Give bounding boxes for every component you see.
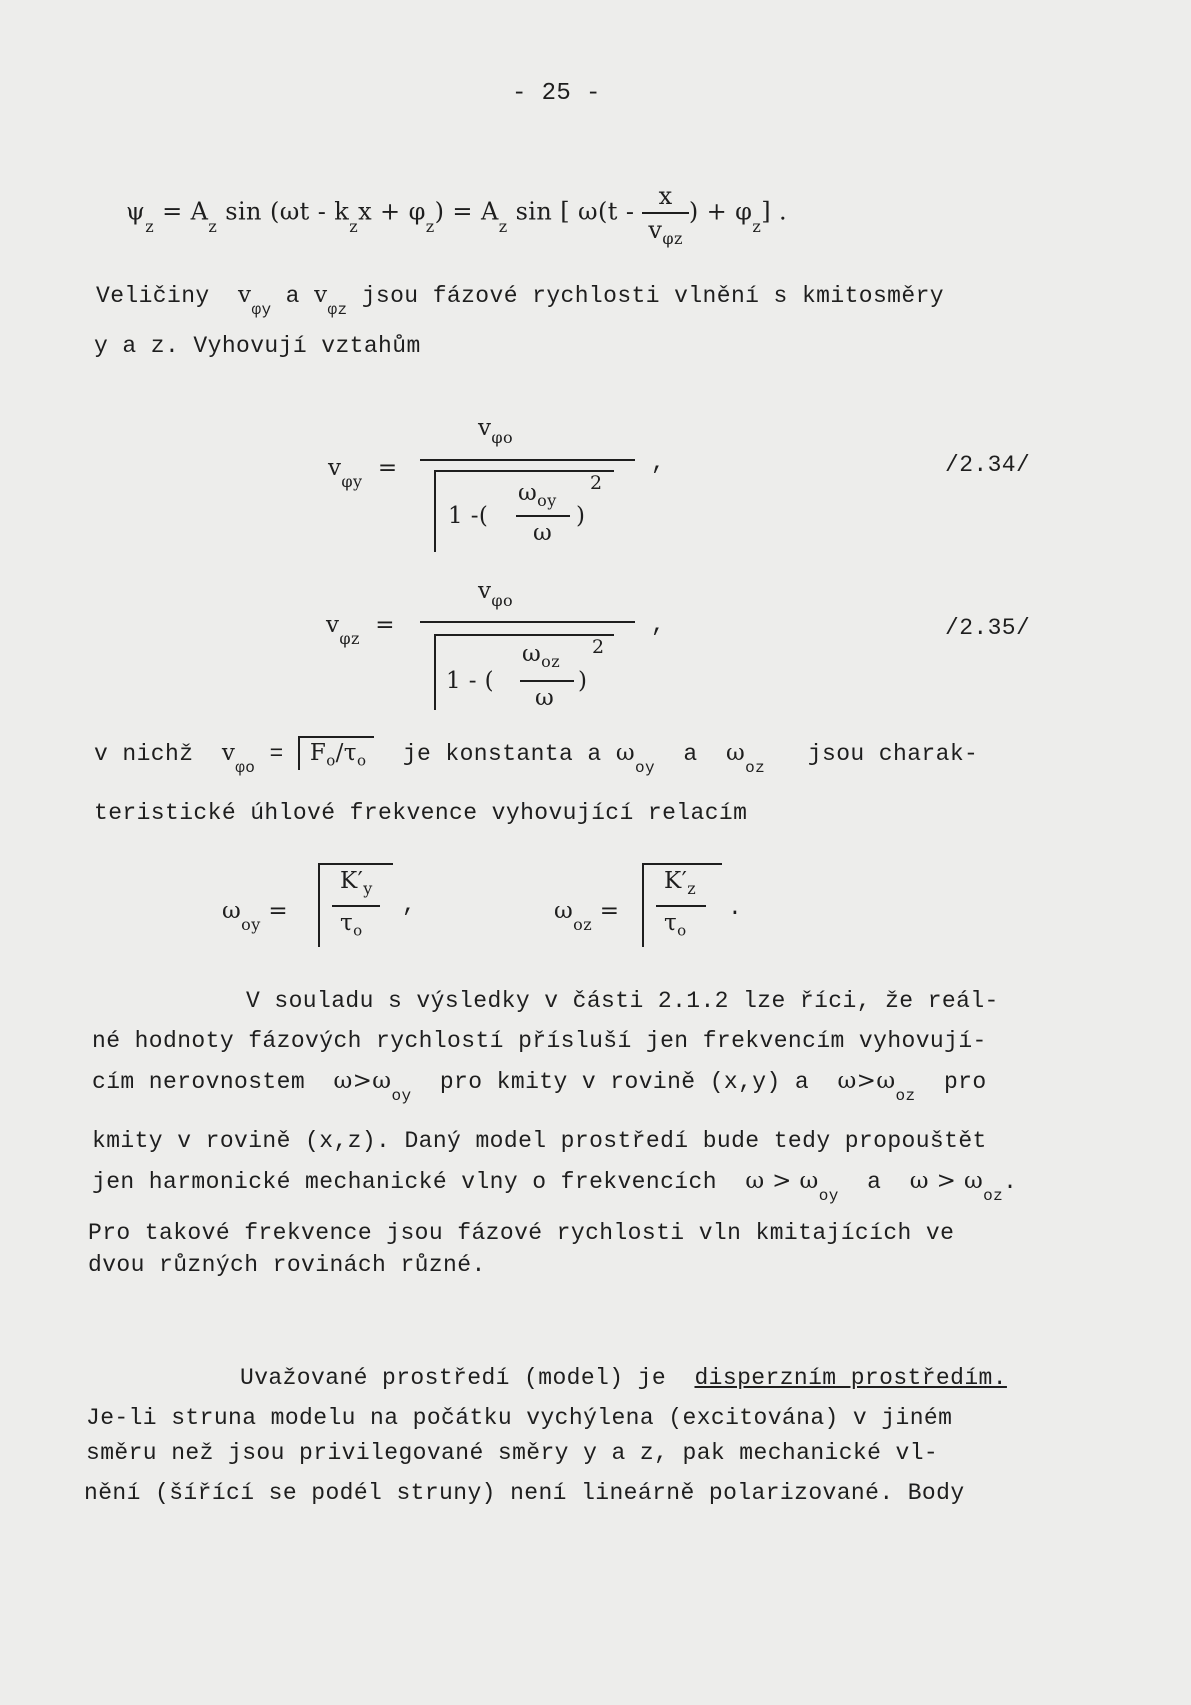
eq-2-34-close-paren: ) xyxy=(576,503,586,529)
paragraph-3-line-4: kmity v rovině (x,z). Daný model prostředí bude tedy propouštět xyxy=(92,1128,987,1154)
eq-2-34-sqrt-bar xyxy=(434,470,614,472)
omega-end-period: . xyxy=(728,895,743,921)
eq-2-34-sqrt-sign xyxy=(434,470,436,552)
eq-2-34-comma: , xyxy=(651,450,666,476)
eq-2-34-lhs: $v_{\varphi y}$ = xyxy=(328,455,398,491)
omega-oy-sqrt-sign xyxy=(318,863,320,947)
eq-2-35-lhs: $v_{\varphi z}$ = xyxy=(326,612,395,648)
eq-2-34-numerator: $v_{\varphi o}$ xyxy=(478,415,514,447)
eq-2-35-fraction-bar xyxy=(420,621,635,623)
eq-2-34-label: /2.34/ xyxy=(945,452,1031,478)
paragraph-4-line-1: Uvažované prostředí (model) je disperzním prostředím. xyxy=(240,1365,1007,1391)
paragraph-4-line-4: nění (šířící se podél struny) není lineárně polarizované. Body xyxy=(84,1480,965,1506)
paragraph-4-line-2: Je-li struna modelu na počátku vychýlena (excitována) v jiném xyxy=(86,1405,953,1431)
omega-oz-fraction-bar xyxy=(656,905,706,907)
omega-oz-sqrt-sign xyxy=(642,863,644,947)
eq-2-35-inner-den: ω xyxy=(535,685,555,711)
paragraph-3-line-1: V souladu s výsledky v části 2.1.2 lze říci, že reál- xyxy=(246,988,999,1014)
eq-2-34-denominator-text: 1 -( xyxy=(448,503,489,529)
eq-2-34-inner-num: $\omega_{oy}$ xyxy=(518,480,557,510)
x-over-v-fraction: $\frac{x}{v_{\varphi z}}$ xyxy=(642,182,688,244)
omega-oz-lhs: $\omega_{oz}$ = xyxy=(554,898,620,934)
eq-2-35-comma: , xyxy=(651,612,666,638)
paragraph-2-line-2: teristické úhlové frekvence vyhovující relacím xyxy=(94,800,748,826)
eq-2-35-label: /2.35/ xyxy=(945,615,1031,641)
paragraph-3-line-3: cím nerovnostem $\omega>\omega_{oy}$ pro kmity v rovině (x,y) a $\omega>\omega_{oz}$ pro xyxy=(92,1068,987,1105)
omega-oy-lhs: $\omega_{oy}$ = xyxy=(222,898,289,934)
omega-oy-k: $K'_y$ xyxy=(340,868,373,898)
omega-separator: , xyxy=(402,892,417,918)
eq-2-34-inner-den: ω xyxy=(533,520,553,546)
eq-2-35-numerator: $v_{\varphi o}$ xyxy=(478,578,514,610)
eq-2-35-close-paren: ) xyxy=(578,668,588,694)
eq-2-34-exponent: 2 xyxy=(590,472,603,494)
eq-2-35-denominator-text: 1 - ( xyxy=(446,668,494,694)
eq-2-35-inner-num: $\omega_{oz}$ xyxy=(522,641,561,671)
omega-oy-sqrt-bar xyxy=(318,863,393,865)
eq-2-35-inner-bar xyxy=(520,680,574,682)
paragraph-3-line-6: Pro takové frekvence jsou fázové rychlosti vln kmitajících ve xyxy=(88,1220,955,1246)
wave-equation-z: $\psi_z = A_z$ $\sin (\omega t - k_zx + \varphi_z) = A_z$ sin [ ω(t - $\frac{x}{v_{\varphi z}}$ ) + $\varphi_z$] . xyxy=(126,182,788,248)
paragraph-2-line-1: v nichž $v_{\varphi o} = F_o/\tau_o$ je konstanta a $\omega_{oy}$ a $\omega_{oz}$ jsou charak- xyxy=(94,736,978,770)
omega-oz-k: $K'_z$ xyxy=(664,868,697,898)
eq-2-34-inner-bar xyxy=(516,515,570,517)
paragraph-3-line-5: jen harmonické mechanické vlny o frekvencích $\omega > \omega_{oy}$ a $\omega > \omega_{oz}$. xyxy=(92,1168,1018,1205)
omega-oz-tau: $\tau_o$ xyxy=(664,910,687,940)
omega-oy-fraction-bar xyxy=(332,905,380,907)
paragraph-1-line-2: y a z. Vyhovují vztahům xyxy=(94,333,421,359)
eq-2-35-sqrt-sign xyxy=(434,634,436,710)
paragraph-3-line-2: né hodnoty fázových rychlostí přísluší jen frekvencím vyhovují- xyxy=(92,1028,987,1054)
page-number: - 25 - xyxy=(512,80,601,107)
omega-oy-tau: $\tau_o$ xyxy=(340,910,363,940)
omega-oz-sqrt-bar xyxy=(642,863,722,865)
paragraph-3-line-7: dvou různých rovinách různé. xyxy=(88,1252,486,1278)
eq-2-35-exponent: 2 xyxy=(592,636,605,658)
paragraph-1-line-1: Veličiny $v_{\varphi y}$ a $v_{\varphi z}$ jsou fázové rychlosti vlnění s kmitosměry xyxy=(96,282,944,319)
sqrt-f-over-tau: $F_o/\tau_o$ xyxy=(298,736,375,770)
eq-2-35-sqrt-bar xyxy=(434,634,614,636)
paragraph-4-line-3: směru než jsou privilegované směry y a z, pak mechanické vl- xyxy=(86,1440,939,1466)
disperzni-prostredi-underlined: disperzním prostředím. xyxy=(694,1365,1007,1391)
eq-2-34-fraction-bar xyxy=(420,459,635,461)
